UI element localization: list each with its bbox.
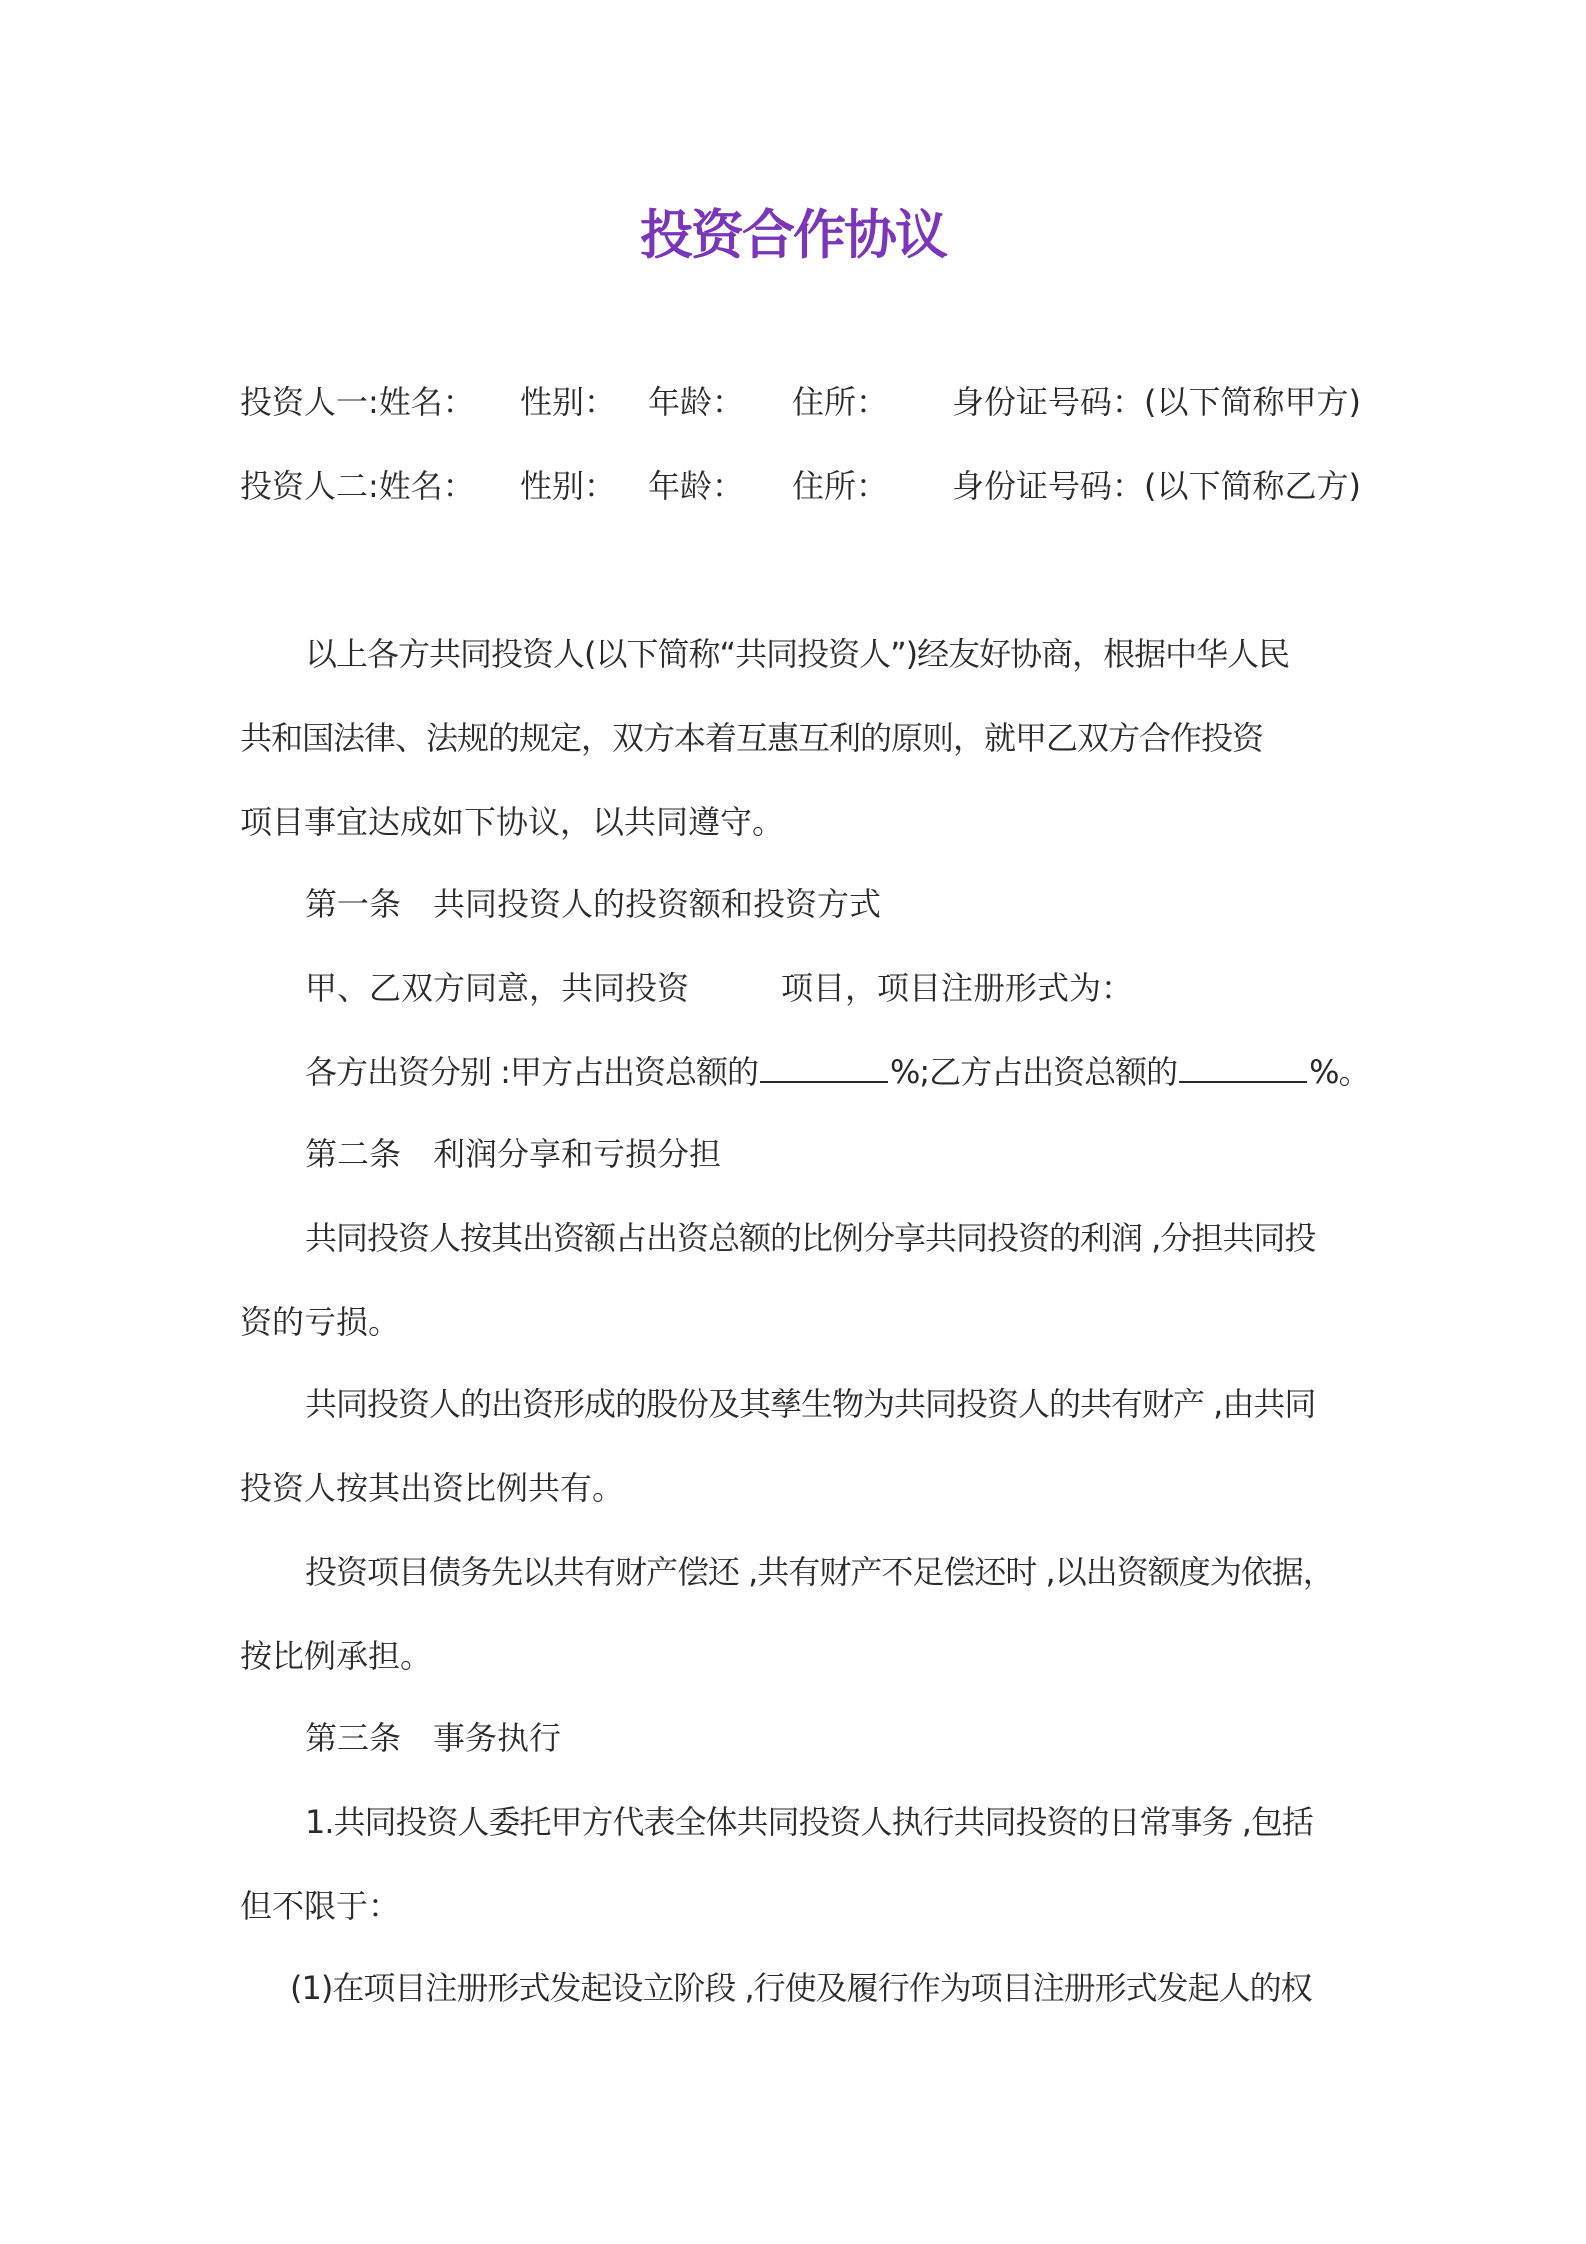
article-2-p3-line-2: 按比例承担。 bbox=[240, 1637, 433, 1675]
intro-line-1: 以上各方共同投资人(以下简称“共同投资人”)经友好协商，根据中华人民 bbox=[305, 635, 1290, 673]
article-2-p2-line-1: 共同投资人的出资形成的股份及其孳生物为共同投资人的共有财产 ,由共同 bbox=[305, 1385, 1316, 1423]
investor-1-age-label: 年龄： bbox=[648, 383, 745, 421]
article-2-p1-line-1: 共同投资人按其出资额占出资总额的比例分享共同投资的利润 ,分担共同投 bbox=[305, 1219, 1316, 1257]
investor-2-address-label: 住所： bbox=[792, 467, 889, 505]
article-1-share-suffix: %。 bbox=[1309, 1053, 1370, 1091]
article-1-share-line bbox=[305, 1050, 1370, 1094]
article-1-heading: 第一条 共同投资人的投资额和投资方式 bbox=[305, 885, 882, 923]
article-1-share-prefix: 各方出资分别 :甲方占出资总额的 bbox=[305, 1053, 758, 1091]
investor-1-name-label: 投资人一:姓名： bbox=[240, 383, 475, 421]
party-b-share-blank bbox=[1179, 1051, 1307, 1083]
investor-2-gender-label: 性别： bbox=[520, 467, 617, 505]
article-2-p1-line-2: 资的亏损。 bbox=[240, 1303, 401, 1341]
article-1-share-mid: %;乙方占出资总额的 bbox=[889, 1053, 1178, 1091]
document-title: 投资合作协议 bbox=[640, 205, 946, 266]
investor-2-id-label: 身份证号码：(以下简称乙方) bbox=[952, 467, 1361, 505]
intro-line-3: 项目事宜达成如下协议，以共同遵守。 bbox=[240, 803, 785, 841]
article-1-agreement-line bbox=[305, 966, 1133, 1010]
article-3-item-1-line-2: 但不限于： bbox=[240, 1887, 401, 1925]
investor-2-age-label: 年龄： bbox=[648, 467, 745, 505]
article-1-agree-suffix: 项目，项目注册形式为： bbox=[781, 969, 1134, 1007]
article-3-heading: 第三条 事务执行 bbox=[305, 1719, 562, 1757]
article-2-heading: 第二条 利润分享和亏损分担 bbox=[305, 1135, 722, 1173]
article-1-agree-prefix: 甲、乙双方同意，共同投资 bbox=[305, 969, 690, 1007]
investor-1-id-label: 身份证号码：(以下简称甲方) bbox=[952, 383, 1361, 421]
investor-2-name-label: 投资人二:姓名： bbox=[240, 467, 475, 505]
investor-1-address-label: 住所： bbox=[792, 383, 889, 421]
investor-1-gender-label: 性别： bbox=[520, 383, 617, 421]
article-3-item-1-line-1: 1.共同投资人委托甲方代表全体共同投资人执行共同投资的日常事务 ,包括 bbox=[305, 1803, 1313, 1841]
party-a-share-blank bbox=[760, 1051, 888, 1083]
intro-line-2: 共和国法律、法规的规定，双方本着互惠互利的原则，就甲乙双方合作投资 bbox=[240, 719, 1264, 757]
article-2-p3-line-1: 投资项目债务先以共有财产偿还 ,共有财产不足偿还时 ,以出资额度为依据， bbox=[305, 1553, 1334, 1591]
article-2-p2-line-2: 投资人按其出资比例共有。 bbox=[240, 1469, 625, 1507]
article-3-sub-item-1: (1)在项目注册形式发起设立阶段 ,行使及履行作为项目注册形式发起人的权 bbox=[290, 1969, 1312, 2007]
